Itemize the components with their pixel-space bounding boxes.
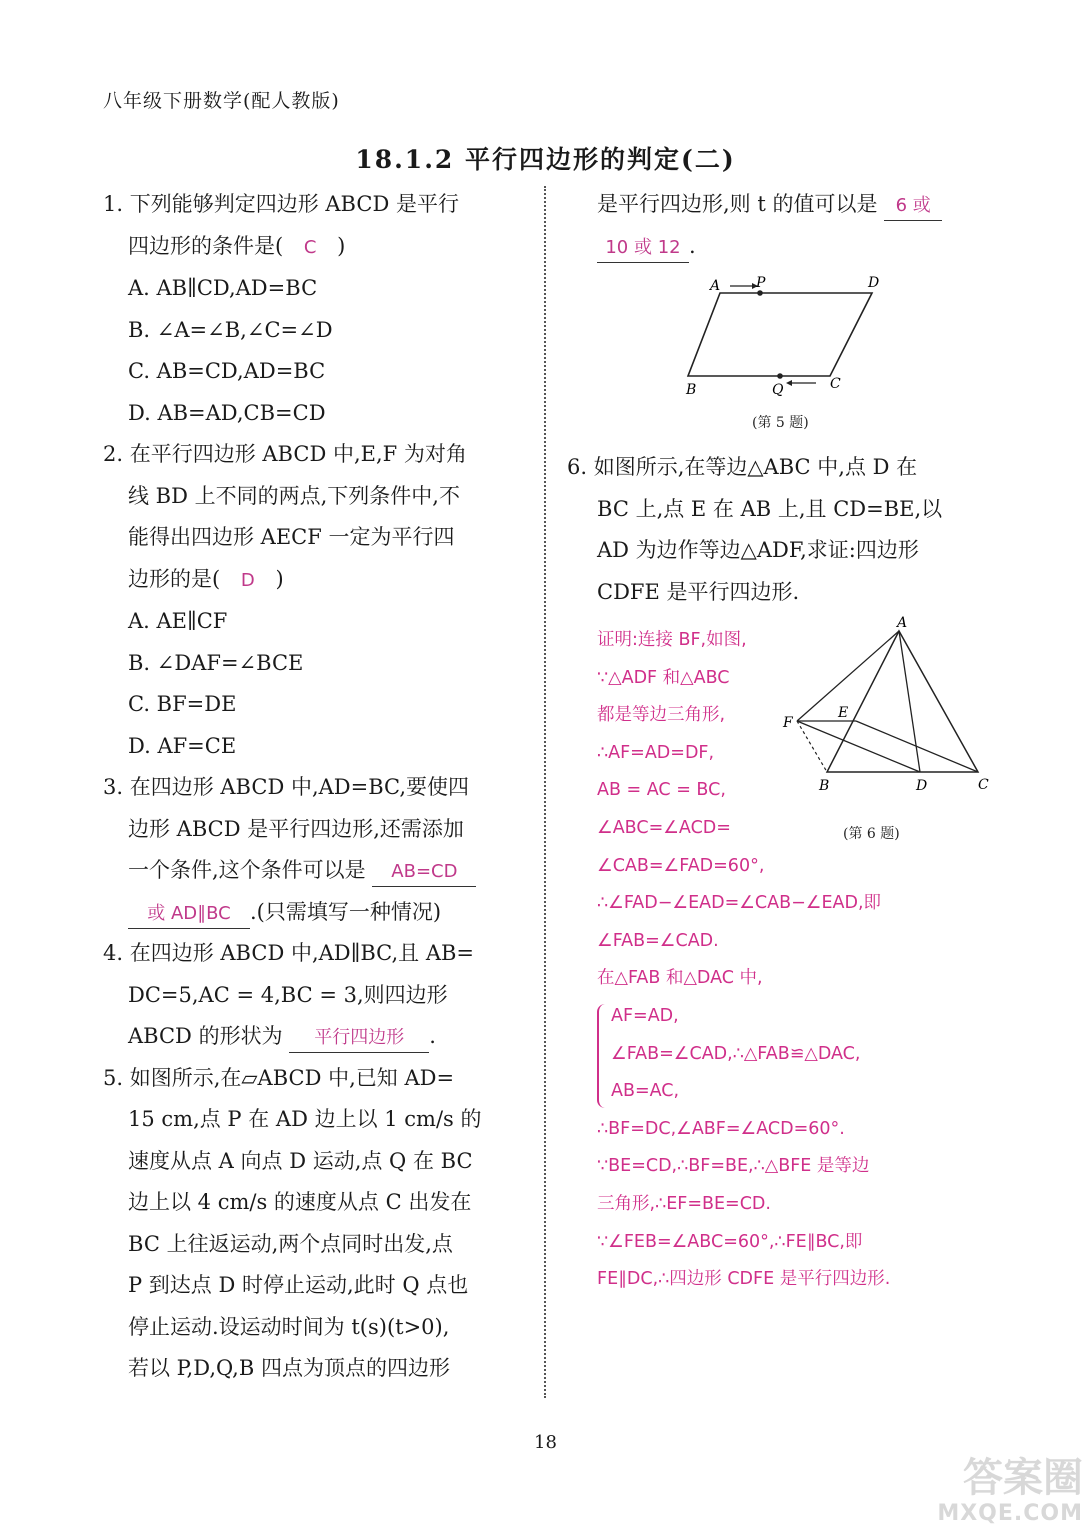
- figure-5-parallelogram: [680, 270, 880, 430]
- proof-line: FE∥DC,∴四边形 CDFE 是平行四边形.: [597, 1269, 891, 1290]
- proof-line: ∵BE=CD,∴BF=BE,∴△BFE 是等边: [597, 1156, 870, 1177]
- proof-line: ∠FAB=∠CAD.: [597, 930, 719, 951]
- proof-line: AB = AC = BC,: [597, 780, 726, 801]
- watermark-logo: 答案圈: [963, 1455, 1083, 1501]
- label-a: A: [710, 278, 721, 294]
- proof-line: 都是等边三角形,: [597, 705, 726, 726]
- question-1: [103, 184, 527, 434]
- q2-stem-line: 能得出四边形 AECF 一定为平行四: [128, 525, 455, 549]
- q2-option-b: B. ∠DAF=∠BCE: [128, 650, 304, 675]
- proof-line: ∠CAB=∠FAD=60°,: [597, 855, 765, 876]
- q1-option-a: A. AB∥CD,AD=BC: [128, 276, 318, 300]
- q3-stem-line: 3. 在四边形 ABCD 中,AD=BC,要使四: [103, 775, 470, 799]
- q1-option-b: B. ∠A=∠B,∠C=∠D: [128, 317, 333, 342]
- q5-stem-line: 速度从点 A 向点 D 运动,点 Q 在 BC: [128, 1148, 473, 1173]
- q5-stem-line: [597, 226, 997, 268]
- section-title: 18.1.2 平行四边形的判定(二): [355, 145, 736, 174]
- figure-6-caption: (第 6 题): [843, 826, 900, 842]
- proof-brace-group: [597, 998, 997, 1111]
- q6-stem-line: BC 上,点 E 在 AB 上,且 CD=BE,以: [597, 496, 943, 521]
- q5-stem-line: 边上以 4 cm/s 的速度从点 C 出发在: [128, 1190, 472, 1214]
- label-p: P: [756, 275, 766, 291]
- proof-line: 在△FAB 和△DAC 中,: [597, 968, 763, 989]
- q5-answer-blank: 6 或: [884, 192, 942, 221]
- q1-option-c: C. AB=CD,AD=BC: [128, 359, 326, 383]
- q5-stem-line: P 到达点 D 时停止运动,此时 Q 点也: [128, 1273, 469, 1297]
- q6-stem-line: CDFE 是平行四边形.: [597, 579, 800, 604]
- proof-line: ∴AF=AD=DF,: [597, 742, 715, 763]
- q5-stem-line: 若以 P,D,Q,B 四点为顶点的四边形: [128, 1356, 450, 1380]
- question-6: [567, 447, 997, 613]
- q3-stem-line: [103, 892, 527, 934]
- q2-stem-text: 边形的是(: [128, 566, 221, 591]
- q2-stem-line: 线 BD 上不同的两点,下列条件中,不: [128, 483, 460, 508]
- q3-answer-blank: AB=CD: [372, 858, 476, 887]
- page-number: 18: [534, 1432, 557, 1453]
- label-e: E: [838, 705, 849, 721]
- watermark: [937, 1455, 1083, 1532]
- label-b: B: [686, 382, 697, 398]
- label-d: D: [868, 275, 880, 291]
- q3-answer-blank-cont: 或 AD∥BC: [128, 900, 250, 929]
- q2-stem-line: [103, 559, 527, 602]
- q4-stem-line: DC=5,AC = 4,BC = 3,则四边形: [128, 982, 448, 1007]
- question-3: [103, 767, 527, 933]
- label-q: Q: [772, 382, 784, 398]
- q5-stem-text: 是平行四边形,则 t 的值可以是: [597, 192, 878, 216]
- q3-stem-line: 边形 ABCD 是平行四边形,还需添加: [128, 816, 464, 841]
- watermark-url: MXQE.COM: [937, 1501, 1083, 1526]
- q4-stem-line: [103, 1016, 527, 1058]
- q5-answer-blank-cont: 10 或 12: [597, 234, 689, 263]
- q4-period: .: [429, 1024, 436, 1048]
- q1-stem-text: 四边形的条件是(: [128, 233, 284, 258]
- figure-5-caption: (第 5 题): [752, 415, 809, 431]
- proof-line: AB=AC,: [611, 1081, 680, 1102]
- point-q: [777, 373, 783, 379]
- q1-answer: C: [303, 236, 317, 258]
- q5-stem-line: BC 上往返运动,两个点同时出发,点: [128, 1231, 453, 1256]
- label-c: C: [830, 376, 841, 392]
- q1-option-d: D. AB=AD,CB=CD: [128, 400, 326, 425]
- label-b: B: [819, 778, 830, 794]
- proof-line: ∴∠FAD−∠EAD=∠CAB−∠EAD,即: [597, 893, 882, 914]
- book-header: 八年级下册数学(配人教版): [103, 90, 340, 112]
- q5-stem-line: 停止运动.设运动时间为 t(s)(t>0),: [128, 1314, 450, 1339]
- arrow-q-head-icon: [786, 380, 792, 386]
- q1-paren: ): [337, 233, 346, 258]
- label-a: A: [897, 615, 908, 631]
- question-2: [103, 434, 527, 767]
- label-c: C: [978, 777, 989, 793]
- q5-stem-line: [597, 184, 997, 226]
- left-column: [103, 184, 527, 1390]
- point-p: [757, 290, 763, 296]
- q6-stem-line: 6. 如图所示,在等边△ABC 中,点 D 在: [567, 455, 918, 479]
- proof-answer: [597, 622, 997, 1299]
- q5-period: .: [689, 233, 696, 258]
- q4-answer-blank: 平行四边形: [289, 1024, 429, 1053]
- q4-stem-text: ABCD 的形状为: [128, 1024, 283, 1048]
- column-divider: [544, 186, 546, 1398]
- proof-line: ∵△ADF 和△ABC: [597, 667, 730, 688]
- q3-stem-text: .(只需填写一种情况): [250, 899, 442, 924]
- parallelogram-shape: [688, 293, 872, 376]
- q1-stem-line: [103, 226, 527, 269]
- q5-stem-line: 5. 如图所示,在▱ABCD 中,已知 AD=: [103, 1065, 455, 1090]
- label-f: F: [783, 715, 793, 731]
- brace-icon: [597, 1004, 609, 1108]
- proof-line: ∠FAB=∠CAD,∴△FAB≌△DAC,: [611, 1043, 861, 1064]
- q4-stem-line: 4. 在四边形 ABCD 中,AD∥BC,且 AB=: [103, 941, 475, 965]
- label-d: D: [916, 778, 928, 794]
- q6-stem-line: AD 为边作等边△ADF,求证:四边形: [597, 538, 919, 562]
- q5-stem-line: 15 cm,点 P 在 AD 边上以 1 cm/s 的: [128, 1107, 482, 1131]
- q2-option-a: A. AE∥CF: [128, 609, 228, 633]
- proof-line: 证明:连接 BF,如图,: [597, 630, 747, 650]
- q2-stem-line: 2. 在平行四边形 ABCD 中,E,F 为对角: [103, 442, 467, 466]
- q1-stem-line: 1. 下列能够判定四边形 ABCD 是平行: [103, 192, 459, 216]
- proof-line: ∴BF=DC,∠ABF=∠ACD=60°.: [597, 1118, 845, 1139]
- q3-stem-text: 一个条件,这个条件可以是: [128, 858, 366, 882]
- proof-line: AF=AD,: [611, 1005, 679, 1026]
- proof-line: ∠ABC=∠ACD=: [597, 817, 731, 838]
- q3-stem-line: [103, 850, 527, 892]
- right-column: [597, 184, 997, 267]
- q2-paren: ): [275, 566, 284, 591]
- q2-option-d: D. AF=CE: [128, 733, 237, 758]
- question-5: [103, 1058, 527, 1390]
- proof-line: 三角形,∴EF=BE=CD.: [597, 1193, 771, 1214]
- proof-line: ∵∠FEB=∠ABC=60°,∴FE∥BC,即: [597, 1231, 863, 1252]
- q2-option-c: C. BF=DE: [128, 692, 237, 716]
- question-4: [103, 933, 527, 1058]
- q2-answer: D: [240, 569, 255, 591]
